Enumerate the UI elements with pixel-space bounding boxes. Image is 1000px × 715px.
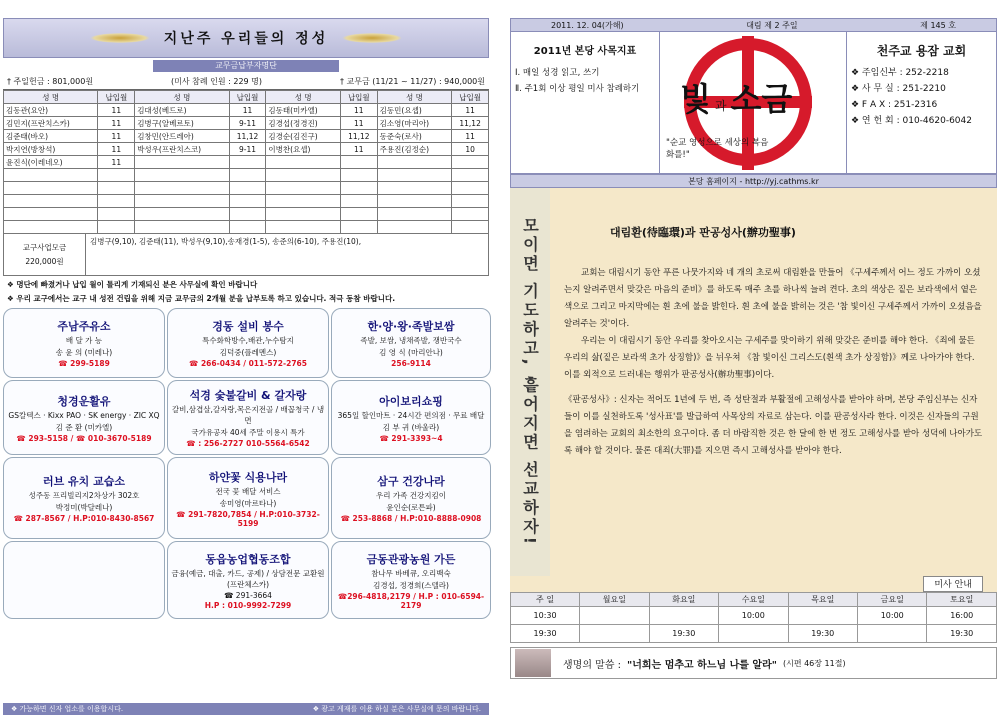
- donor-name: [135, 195, 229, 208]
- paid-month: 10: [452, 143, 489, 156]
- donor-name: [266, 221, 341, 234]
- paid-month: 9-11: [229, 143, 266, 156]
- column-header: 납입월: [229, 91, 266, 104]
- slogan: "순교 영성으로 세상의 복음화를!": [666, 138, 769, 160]
- ad-phone: ☎ 293-5158 / ☎ 010-3670-5189: [16, 433, 152, 443]
- issue-date: 2011. 12. 04(가해): [551, 21, 624, 30]
- mass-time: [857, 625, 926, 643]
- ad-owner: 김 부 귀 (바울라): [382, 422, 440, 432]
- table-row: [4, 104, 489, 117]
- fund-amount: 220,000원: [25, 257, 64, 266]
- donor-name: [377, 195, 452, 208]
- note: ❖ 우리 교구에서는 교구 내 성전 건립을 위해 지금 교무금의 2개월 분을 납부토록 하고 있습니다. 적극 동참 바랍니다.: [7, 294, 396, 303]
- goal-item: Ⅱ. 주1회 이상 평일 미사 참례하기: [515, 84, 640, 94]
- ad-card: [167, 380, 329, 455]
- table-row: [4, 156, 489, 169]
- table-row: [4, 143, 489, 156]
- table-row: [4, 208, 489, 221]
- paid-month: [452, 208, 489, 221]
- mass-time: [580, 625, 649, 643]
- ad-phone: ☎ 253-8868 / H.P:010-8888-0908: [340, 514, 482, 523]
- ad-phone: ☎ 291-7820,7854 / H.P:010-3732-5199: [176, 509, 320, 528]
- word-reference: (시편 46장 11절): [782, 658, 846, 668]
- logo-text: 빛: [680, 80, 711, 118]
- donor-name: [266, 156, 341, 169]
- paid-month: [229, 169, 266, 182]
- fund-label: 교구사업모금: [22, 243, 67, 252]
- mass-guide-label: 미사 안내: [923, 576, 983, 592]
- goal-item: Ⅰ. 매일 성경 읽고, 쓰기: [515, 68, 600, 78]
- church-name: 천주교 용잠 교회: [876, 44, 967, 58]
- donor-name: [377, 221, 452, 234]
- paid-month: 11: [98, 117, 135, 130]
- footer-note: ❖ 가능하면 신자 업소를 이용합시다.: [11, 705, 124, 713]
- donor-name: [4, 182, 98, 195]
- paid-month: [452, 221, 489, 234]
- mass-time: 10:30: [511, 607, 580, 625]
- donor-name: 김병구(알베르토): [135, 117, 229, 130]
- paid-month: 11,12: [340, 130, 377, 143]
- donor-name: 김소영(마리아): [377, 117, 452, 130]
- donor-name: 김준태(바오): [4, 130, 98, 143]
- donor-name: [4, 221, 98, 234]
- schedule-row: [511, 625, 997, 643]
- ad-phone: ☎ 299-5189: [58, 359, 110, 368]
- donor-name: [135, 169, 229, 182]
- donor-name: 박지연(방창석): [4, 143, 98, 156]
- ad-desc: 금융(예금, 대출, 카드, 공제) / 상담전문 교환원(프란체스카): [171, 568, 325, 589]
- mass-time: 19:30: [788, 625, 857, 643]
- paid-month: [229, 208, 266, 221]
- donor-name: 동준숙(로사): [377, 130, 452, 143]
- ad-desc: 배 달 가 능: [65, 336, 103, 345]
- issue-header: [510, 18, 997, 32]
- left-page: [3, 18, 489, 713]
- paid-month: [340, 182, 377, 195]
- ad-name: 동읍농업협동조합: [205, 552, 291, 566]
- day-header: 금요일: [857, 593, 926, 607]
- paid-month: 11: [98, 143, 135, 156]
- ad-name: 금동관광농원 가든: [366, 552, 456, 566]
- ad-name: 한·양·왕·족발보쌈: [367, 320, 455, 333]
- donor-name: [4, 169, 98, 182]
- column-header: 성 명: [4, 91, 98, 104]
- paid-month: 11: [98, 104, 135, 117]
- ad-phone: ☎296-4818,2179 / H.P : 010-6594-2179: [337, 591, 485, 610]
- pastoral-goals: [511, 32, 660, 173]
- word-label: 생명의 말씀 :: [563, 659, 622, 671]
- donor-name: [377, 208, 452, 221]
- day-header: 토요일: [927, 593, 997, 607]
- ad-card: [331, 457, 491, 539]
- paid-month: [229, 195, 266, 208]
- ad-owner: 김경섭, 정경희(스텔라): [373, 580, 449, 590]
- ad-owner: 송 윤 의 (미레나): [55, 348, 113, 357]
- contact: ❖ F A X : 251-2316: [851, 100, 938, 110]
- column-header: 납입월: [98, 91, 135, 104]
- ad-desc: 갈비,삼겹살,갈자랑,목은지전골 / 배꼽청국 / 냉면: [171, 405, 325, 425]
- fund-names: 김병구(9,10), 김준태(11), 박성우(9,10),송재경(1-5), 송준의(6-10), 주용진(10),: [90, 237, 362, 246]
- donor-name: [377, 169, 452, 182]
- donor-name: 박성우(프란치스코): [135, 143, 229, 156]
- ad-name: 아이보리쇼핑: [379, 394, 443, 408]
- paid-month: [98, 195, 135, 208]
- attendance: (미사 참례 인원 : 229 명): [171, 77, 263, 86]
- word-of-life: [510, 647, 997, 679]
- ad-card: [3, 457, 165, 539]
- paid-month: [452, 195, 489, 208]
- side-text: 모이면 기도하고, 흩어지면 선교하자!: [520, 216, 540, 548]
- note: ❖ 명단에 빠졌거나 납입 월이 틀리게 기재되신 분은 사무실에 확인 바랍니다: [7, 280, 258, 289]
- ad-card: [167, 541, 329, 619]
- ad-card: [3, 380, 165, 455]
- title-band: [3, 18, 489, 58]
- footer-note: ❖ 광고 게재를 이용 하실 분은 사무실에 문의 바랍니다.: [312, 705, 481, 713]
- day-header: 수요일: [719, 593, 788, 607]
- paid-month: 11,12: [452, 117, 489, 130]
- column-header: 납입월: [452, 91, 489, 104]
- paid-month: [98, 221, 135, 234]
- mass-time: 16:00: [927, 607, 997, 625]
- paid-month: [452, 182, 489, 195]
- goals-title: 2011년 본당 사목지표: [533, 46, 637, 57]
- ad-desc: 전국 꽃 배달 서비스: [215, 486, 281, 496]
- side-banner: [510, 188, 550, 576]
- mass-time: 19:30: [649, 625, 718, 643]
- paid-month: [229, 156, 266, 169]
- article-paragraph: 《판공성사》: 신자는 적어도 1년에 두 번, 즉 성탄절과 부활절에 고해성사를 받아야 하며, 본당 주임신부는 신자들이 이를 실천하도록 '성사표'를 발급하여 사목상의 자료로 삼는다. 이를 판공성사라 한다. 이것은 신자들의 구원을 염려하는 교회의 최소한의 요구이다. 좀 더 바람직한 것은 한 달에 한 번 정도 고해성사를 받아 성덕에 나아가도록 해야 할 것이다. 물론 대죄(大罪)를 지으면 즉시 고해성사를 받아야 한다.: [564, 395, 983, 456]
- donor-name: [4, 195, 98, 208]
- paid-month: 11: [98, 130, 135, 143]
- mass-time: [788, 607, 857, 625]
- mass-time: 19:30: [927, 625, 997, 643]
- fund-row: [3, 234, 489, 276]
- ad-desc: 족발, 보쌈, 냉채족발, 쟁반국수: [360, 336, 462, 345]
- ad-owner: 김 준 환 (미카엘): [55, 422, 113, 432]
- ad-phone: ☎ : 256-2727 010-5564-6542: [186, 439, 310, 448]
- ad-card: [331, 541, 491, 619]
- table-row: [4, 195, 489, 208]
- church-dues: † 교무금 (11/21 ~ 11/27) : 940,000원: [339, 77, 485, 86]
- donor-name: 김동관(요안): [4, 104, 98, 117]
- ad-name: 하얀꽃 식용나라: [208, 470, 288, 484]
- ad-desc: GS칼텍스 · Kixx PAO · SK energy · ZIC XQ: [8, 410, 160, 420]
- ad-phone: ☎ 291-3393~4: [379, 433, 443, 443]
- donor-name: [377, 156, 452, 169]
- ads-grid: [3, 308, 489, 701]
- ad-desc: 성주동 프리빌리지2차상가 302호: [28, 491, 140, 500]
- ad-desc: 365일 할인마트 · 24시간 편의점 · 무료 배달: [337, 410, 485, 420]
- day-header: 화요일: [649, 593, 718, 607]
- ad-name: 러브 유치 교습소: [42, 475, 126, 488]
- article: [510, 188, 997, 576]
- donor-name: [266, 208, 341, 221]
- ad-owner: 김덕중(플레멘스): [219, 348, 277, 357]
- ad-card: [167, 457, 329, 539]
- paid-month: 11,12: [229, 130, 266, 143]
- column-header: 성 명: [377, 91, 452, 104]
- donor-name: 주용진(김정순): [377, 143, 452, 156]
- article-title: 대림환(待臨環)과 판공성사(辦功聖事): [610, 226, 796, 239]
- page-title: 지난주 우리들의 정성: [163, 31, 329, 47]
- ad-card: [3, 308, 165, 378]
- mass-time: 10:00: [857, 607, 926, 625]
- church-info: [847, 32, 996, 173]
- ad-owner: 국가유공자 40세 주말 이용시 특가: [191, 428, 305, 437]
- paid-month: [340, 208, 377, 221]
- right-page: [510, 18, 997, 698]
- paid-month: [340, 169, 377, 182]
- mass-time: [719, 625, 788, 643]
- column-header: 성 명: [135, 91, 229, 104]
- ad-name: 석경 숯불갈비 & 갈자랑: [189, 389, 307, 402]
- paid-month: [229, 182, 266, 195]
- donor-name: 이병찬(요셉): [266, 143, 341, 156]
- sunday-offering: † 주일헌금 : 801,000원: [7, 77, 94, 86]
- ad-phone: H.P : 010-9992-7299: [204, 600, 292, 610]
- donor-name: [377, 182, 452, 195]
- logo-text: 소금: [730, 80, 793, 118]
- paid-month: [452, 169, 489, 182]
- donor-name: 윤진식(이레네오): [4, 156, 98, 169]
- table-row: [4, 169, 489, 182]
- homepage-link[interactable]: 본당 홈페이지 - http://yj.cathms.kr: [510, 174, 997, 188]
- donor-name: 김민지(프란치스카): [4, 117, 98, 130]
- mass-time: 19:30: [511, 625, 580, 643]
- paid-month: [452, 156, 489, 169]
- paid-month: [229, 221, 266, 234]
- ad-owner: ☎ 291-3664: [224, 590, 272, 600]
- donor-name: [135, 208, 229, 221]
- donor-name: [266, 182, 341, 195]
- donor-name: [135, 221, 229, 234]
- donor-name: 김경순(김진구): [266, 130, 341, 143]
- paid-month: [98, 208, 135, 221]
- donor-name: 김대성(베드로): [135, 104, 229, 117]
- paid-month: 9-11: [229, 117, 266, 130]
- paid-month: 11: [340, 104, 377, 117]
- ornament-icon: [342, 33, 402, 43]
- paid-month: 11: [98, 156, 135, 169]
- table-row: [4, 130, 489, 143]
- ad-name: 삼구 건강나라: [377, 475, 445, 488]
- paid-month: [340, 195, 377, 208]
- contact: ❖ 연 헌 회 : 010-4620-6042: [851, 116, 972, 126]
- paid-month: 11: [229, 104, 266, 117]
- contact: ❖ 사 무 실 : 251-2210: [851, 84, 946, 94]
- table-row: [4, 117, 489, 130]
- ad-owner: 김 영 식 (마리안나): [379, 348, 443, 357]
- ad-phone: ☎ 287-8567 / H.P:010-8430-8567: [13, 514, 155, 523]
- table-row: [4, 182, 489, 195]
- paid-month: [98, 169, 135, 182]
- ad-desc: 우리 가족 건강지킴이: [376, 491, 446, 500]
- paid-month: 11: [452, 104, 489, 117]
- column-header: 성 명: [266, 91, 341, 104]
- ad-card: [331, 308, 491, 378]
- ad-owner: 윤인순(로튼파): [386, 503, 436, 512]
- article-paragraph: 우리는 이 대림시기 동안 우리를 찾아오시는 구세주를 맞이하기 위해 맞갖은 준비를 해야 한다. 《죄에 물든 우리의 삶(짙은 보라색 초가 상징함)》을 뉘우쳐 《참 빛이신 그리스도(흰색 초가 상징함)》께로 나아가야 한다. 이를 외적으로 드러내는 행위가 판공성사(辦功聖事)이다.: [564, 336, 975, 380]
- mass-time: [649, 607, 718, 625]
- donor-name: [266, 169, 341, 182]
- ad-name: 청경운활유: [57, 394, 111, 408]
- donor-name: [4, 208, 98, 221]
- ad-card: [167, 308, 329, 378]
- ornament-icon: [90, 33, 150, 43]
- donor-name: 김동태(미카엘): [266, 104, 341, 117]
- contact: ❖ 주임신부 : 252-2218: [851, 68, 949, 78]
- logo: [660, 32, 847, 173]
- mass-time: [580, 607, 649, 625]
- liturgical-season: 대림 제 2 주일: [746, 21, 798, 30]
- masthead: [510, 32, 997, 174]
- paid-month: [98, 182, 135, 195]
- paid-month: 11: [340, 143, 377, 156]
- ad-desc: 특수화학방수,배관,누수탐지: [202, 336, 294, 345]
- paid-month: [340, 156, 377, 169]
- ad-name: 주남주유소: [57, 320, 111, 333]
- column-header: 납입월: [340, 91, 377, 104]
- totals-row: [3, 74, 489, 90]
- schedule-row: [511, 607, 997, 625]
- ad-name: 경동 설비 봉수: [212, 320, 284, 333]
- ad-card: [3, 541, 165, 619]
- donor-name: [135, 182, 229, 195]
- paid-month: 11: [340, 117, 377, 130]
- mass-time: 10:00: [719, 607, 788, 625]
- donor-name: 김경섭(정경진): [266, 117, 341, 130]
- donor-name: [135, 156, 229, 169]
- ad-owner: 박정미(박달레나): [55, 503, 113, 512]
- donor-name: 김창민(안드레아): [135, 130, 229, 143]
- paid-month: [340, 221, 377, 234]
- donor-name: [266, 195, 341, 208]
- subtitle: 교무금납부자명단: [153, 60, 339, 72]
- word-quote: "너희는 멈추고 하느님 나를 알라": [627, 659, 777, 671]
- issue-number: 제 145 호: [920, 21, 956, 30]
- donor-name: 김동민(요셉): [377, 104, 452, 117]
- ad-owner: 송미영(마르타나): [219, 498, 277, 508]
- mass-schedule: [510, 592, 997, 643]
- ad-phone: 256-9114: [391, 359, 431, 368]
- ad-card: [331, 380, 491, 455]
- day-header: 주 일: [511, 593, 580, 607]
- article-paragraph: 교회는 대림시기 동안 푸른 나뭇가지와 네 개의 초로써 대림환을 만들어 《구세주께서 어느 정도 가까이 오셨는지 알려주면서 맞갖은 마음의 준비》를 하도록 매주 초를 하나씩 늘려 켠다. 초의 색상은 짙은 보라색에서 옅은 색으로 그리고 마지막에는 흰 초에 불을 밝힌다. 흰 초에 불을 밝히는 것은 '참 빛이신 구세주께서 가까이 오셨음을 알려주는 것'이다.: [564, 268, 982, 329]
- donor-table: [3, 90, 489, 234]
- logo-text: 과: [714, 99, 727, 113]
- day-header: 월요일: [580, 593, 649, 607]
- ad-phone: ☎ 266-0434 / 011-572-2765: [189, 359, 307, 368]
- mass-guide-bar: [510, 576, 997, 592]
- portrait-image: [515, 649, 551, 677]
- paid-month: 11: [452, 130, 489, 143]
- day-header: 목요일: [788, 593, 857, 607]
- ad-desc: 참나무 바베큐, 오리백숙: [371, 568, 451, 578]
- table-row: [4, 221, 489, 234]
